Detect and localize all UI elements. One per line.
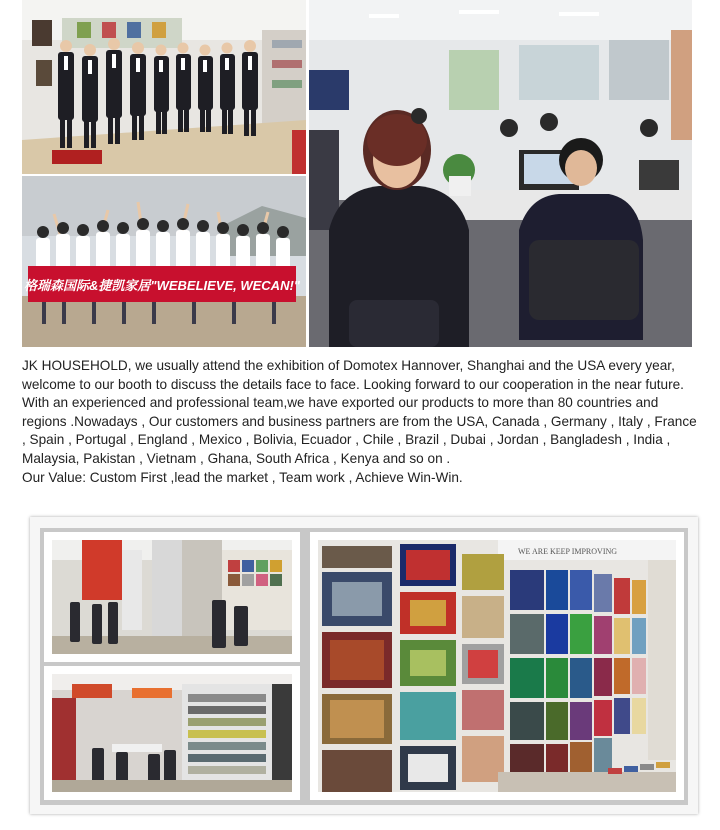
team-office-photo bbox=[22, 0, 306, 174]
intro-values-paragraph: Our Value: Custom First ,lead the market , Team work , Achieve Win-Win. bbox=[22, 469, 463, 485]
expo-booth-photo bbox=[52, 540, 292, 654]
intro-exhibition-paragraph: JK HOUSEHOLD, we usually attend the exhibition of Domotex Hannover, Shanghai and the USA every year, welcome to our booth to discuss the details face to face. Looking forward to our cooperation in the near future. bbox=[22, 358, 684, 392]
intro-text bbox=[22, 357, 700, 487]
office-work-photo bbox=[309, 0, 692, 347]
booth-slogan: WE ARE KEEP IMPROVING bbox=[518, 547, 618, 556]
gallery-cell bbox=[44, 666, 300, 800]
intro-export-paragraph: With an experienced and professional team,we have exported our products to more than 80 countries and regions .Nowadays , Our customers and business partners are from the USA, Canada , Germany , Italy , France , Spain , Portugal , England , Mexico , Bolivia, Ecuador , Chile , Brazil , Dubai , Jordan , Bangladesh , India , Malaysia, Pakistan , Vietnam , Ghana, South Africa , Kenya and so on . bbox=[22, 395, 697, 466]
expo-hall-photo bbox=[52, 674, 292, 792]
team-banner-photo bbox=[22, 176, 306, 347]
banner-text: 格瑞森国际&捷凯家居"WEBELIEVE, WECAN!" bbox=[24, 278, 300, 293]
carpet-wall-photo bbox=[318, 540, 676, 792]
gallery-cell bbox=[310, 532, 684, 800]
gallery-cell bbox=[44, 532, 300, 662]
